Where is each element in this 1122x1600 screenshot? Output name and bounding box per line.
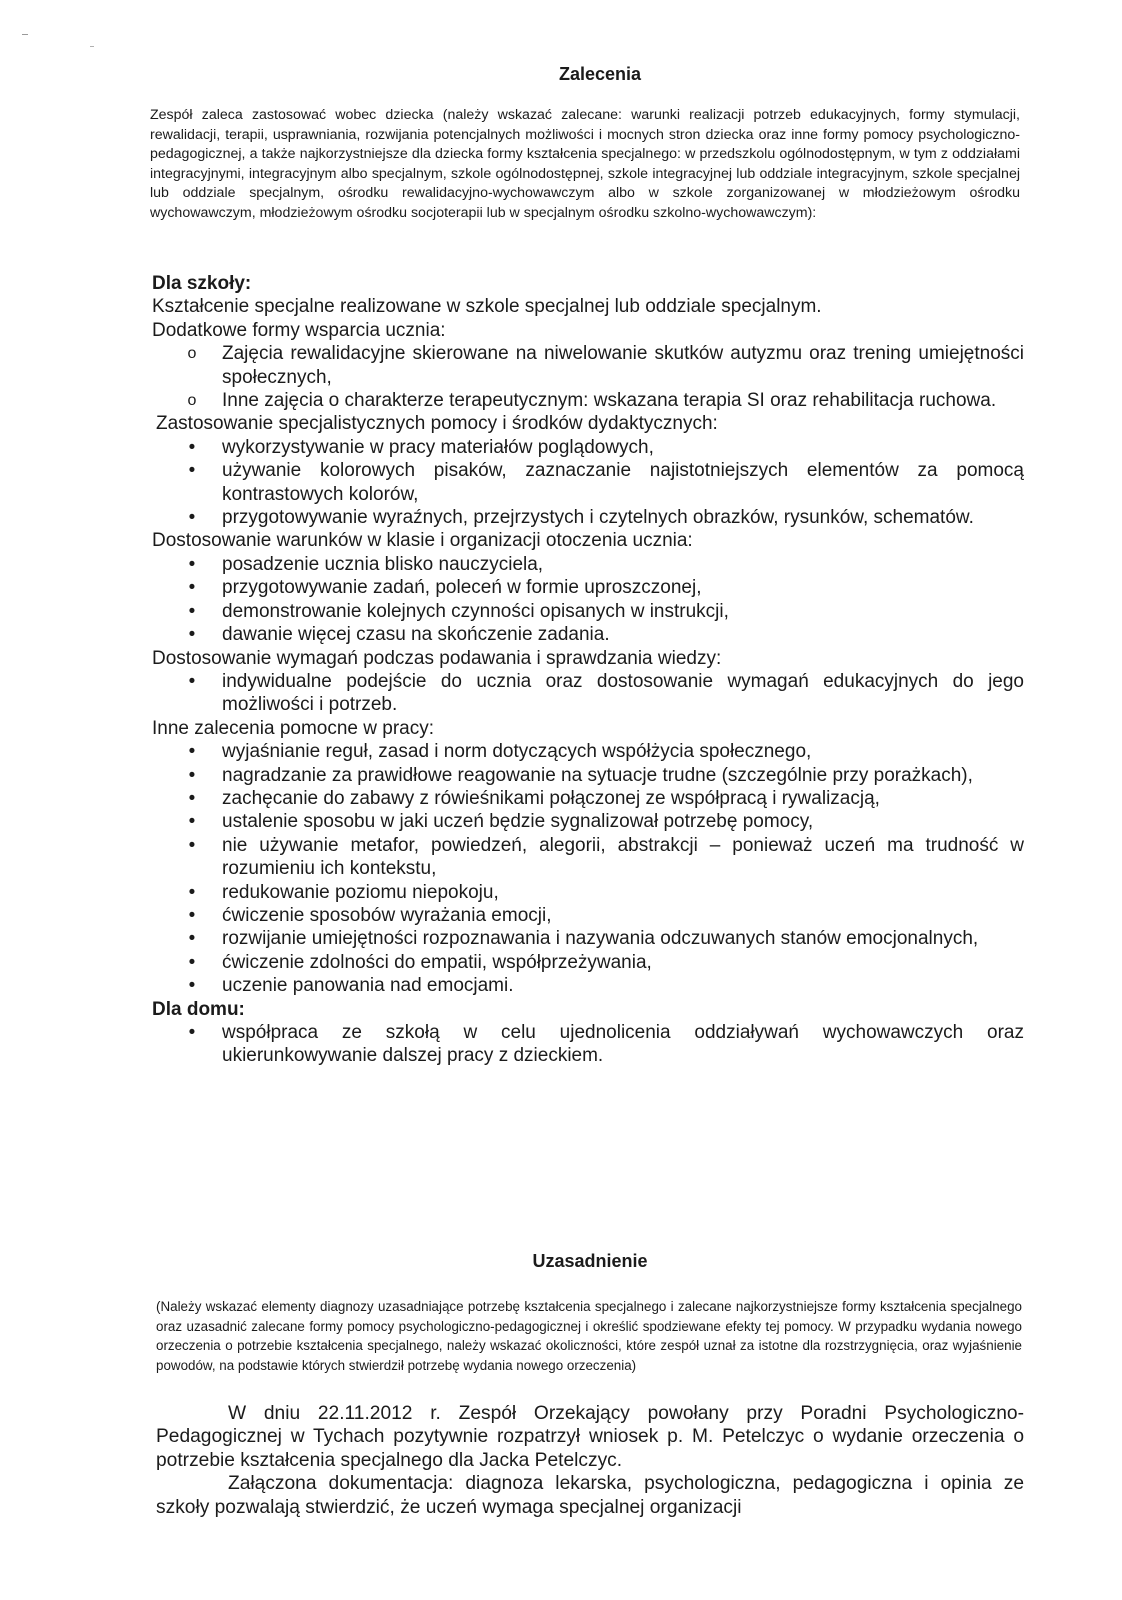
bullet-icon: •	[188, 436, 196, 458]
school-line: Kształcenie specjalne realizowane w szkole specjalnej lub oddziale specjalnym.	[152, 296, 822, 318]
list-item: • nagradzanie za prawidłowe reagowanie na sytuacje trudne (szczególnie przy porażkach),	[152, 764, 1024, 787]
aids-heading: Zastosowanie specjalistycznych pomocy i środków dydaktycznych:	[156, 413, 718, 435]
bullet-icon: •	[188, 951, 196, 973]
requirements-list	[152, 670, 1024, 717]
heading-home: Dla domu:	[152, 998, 245, 1020]
bullet-icon: •	[188, 928, 196, 950]
support-list	[152, 342, 1024, 412]
scan-artifact	[90, 46, 94, 47]
list-item: • posadzenie ucznia blisko nauczyciela,	[152, 553, 1024, 576]
bullet-icon: •	[188, 741, 196, 763]
bullet-icon: •	[188, 811, 196, 833]
list-item: • wykorzystywanie w pracy materiałów poglądowych,	[152, 436, 1024, 459]
bullet-icon: •	[188, 764, 196, 786]
list-item: • dawanie więcej czasu na skończenie zadania.	[152, 623, 1024, 646]
list-item: • wyjaśnianie reguł, zasad i norm dotyczących współżycia społecznego,	[152, 740, 1024, 763]
list-item: • używanie kolorowych pisaków, zaznaczanie najistotniejszych elementów za pomocą kontrastowych kolorów,	[152, 459, 1024, 506]
bullet-icon: •	[188, 881, 196, 903]
other-list	[152, 740, 1024, 997]
list-item: • indywidualne podejście do ucznia oraz dostosowanie wymagań edukacyjnych do jego możliwości i potrzeb.	[152, 670, 1024, 717]
bullet-icon: •	[188, 577, 196, 599]
support-heading: Dodatkowe formy wsparcia ucznia:	[152, 319, 446, 341]
bullet-icon: •	[188, 904, 196, 926]
list-item: • rozwijanie umiejętności rozpoznawania i nazywania odczuwanych stanów emocjonalnych,	[152, 927, 1024, 950]
home-list	[152, 1021, 1024, 1068]
heading-school: Dla szkoły:	[152, 273, 252, 294]
bullet-icon: •	[188, 975, 196, 997]
conditions-list	[152, 553, 1024, 647]
bullet-icon: •	[188, 600, 196, 622]
bullet-icon: •	[188, 834, 196, 856]
list-item: • uczenie panowania nad emocjami.	[152, 974, 1024, 997]
list-item: • ćwiczenie sposobów wyrażania emocji,	[152, 904, 1024, 927]
section-title-justification: Uzasadnienie	[532, 1251, 648, 1271]
bullet-icon: •	[188, 507, 196, 529]
circle-bullet-icon: o	[187, 345, 197, 363]
recommendations-body	[152, 272, 1024, 1068]
bullet-icon: •	[188, 553, 196, 575]
list-item: • nie używanie metafor, powiedzeń, alegorii, abstrakcji – ponieważ uczeń ma trudność w rozumieniu ich kontekstu,	[152, 834, 1024, 881]
justification-note: (Należy wskazać elementy diagnozy uzasadniające potrzebę kształcenia specjalnego i zalecane najkorzystniejsze formy kształcenia specjalnego oraz uzasadnić zalecane formy pomocy psychologiczno-pedagogicznej i określić spodziewane efekty tej pomocy. W przypadku wydania nowego orzeczenia o potrzebie kształcenia specjalnego, należy wskazać okoliczności, które zespół uznał za istotne dla rozstrzygnięcia, oraz wyjaśnienie powodów, na podstawie których stwierdził potrzebę wydania nowego orzeczenia)	[156, 1299, 1022, 1373]
list-item: o Zajęcia rewalidacyjne skierowane na niwelowanie skutków autyzmu oraz trening umiejętności społecznych,	[152, 342, 1024, 389]
list-item: • przygotowywanie wyraźnych, przejrzystych i czytelnych obrazków, rysunków, schematów.	[152, 506, 1024, 529]
list-item: o Inne zajęcia o charakterze terapeutycznym: wskazana terapia SI oraz rehabilitacja ruchowa.	[152, 389, 1024, 412]
list-item: • przygotowywanie zadań, poleceń w formie uproszczonej,	[152, 576, 1024, 599]
bullet-icon: •	[188, 670, 196, 692]
list-item: • współpraca ze szkołą w celu ujednolicenia oddziaływań wychowawczych oraz ukierunkowywanie dalszej pracy z dzieckiem.	[152, 1021, 1024, 1068]
bullet-icon: •	[188, 787, 196, 809]
list-item: • demonstrowanie kolejnych czynności opisanych w instrukcji,	[152, 600, 1024, 623]
justification-paragraph: W dniu 22.11.2012 r. Zespół Orzekający powołany przy Poradni Psychologiczno-Pedagogicznej w Tychach pozytywnie rozpatrzył wniosek p. M. Petelczyc o wydanie orzeczenia o potrzebie kształcenia specjalnego dla Jacka Petelczyc.	[156, 1403, 1024, 1471]
requirements-heading: Dostosowanie wymagań podczas podawania i sprawdzania wiedzy:	[152, 647, 722, 669]
list-item: • redukowanie poziomu niepokoju,	[152, 881, 1024, 904]
justification-paragraph: Załączona dokumentacja: diagnoza lekarska, psychologiczna, pedagogiczna i opinia ze szkoły pozwalają stwierdzić, że uczeń wymaga specjalnej organizacji	[156, 1473, 1024, 1518]
bullet-icon: •	[188, 460, 196, 482]
aids-list	[152, 436, 1024, 530]
section-title-recommendations: Zalecenia	[558, 64, 642, 84]
circle-bullet-icon: o	[187, 392, 197, 410]
bullet-icon: •	[188, 1022, 196, 1043]
list-item: • ćwiczenie zdolności do empatii, współprzeżywania,	[152, 951, 1024, 974]
other-heading: Inne zalecenia pomocne w pracy:	[152, 717, 434, 739]
intro-paragraph: Zespół zaleca zastosować wobec dziecka (należy wskazać zalecane: warunki realizacji potrzeb edukacyjnych, formy stymulacji, rewalidacji, terapii, usprawniania, rozwijania potencjalnych możliwości i mocnych stron dziecka oraz inne formy pomocy psychologiczno-pedagogicznej, a także najkorzystniejsze dla dziecka formy kształcenia specjalnego: w przedszkolu ogólnodostępnym, w tym z oddziałami integracyjnymi, integracyjnym albo specjalnym, szkole ogólnodostępnej, szkole integracyjnej lub oddziale integracyjnym, szkole specjalnej lub oddziale specjalnym, ośrodku rewalidacyjno-wychowawczym albo w szkole zorganizowanej w młodzieżowym ośrodku wychowawczym, młodzieżowym ośrodku socjoterapii lub w specjalnym ośrodku szkolno-wychowawczym):	[150, 107, 1020, 221]
list-item: • zachęcanie do zabawy z rówieśnikami połączonej ze współpracą i rywalizacją,	[152, 787, 1024, 810]
bullet-icon: •	[188, 624, 196, 646]
scan-artifact	[22, 34, 28, 35]
justification-body	[156, 1402, 1024, 1519]
conditions-heading: Dostosowanie warunków w klasie i organizacji otoczenia ucznia:	[152, 530, 693, 552]
list-item: • ustalenie sposobu w jaki uczeń będzie sygnalizował potrzebę pomocy,	[152, 810, 1024, 833]
